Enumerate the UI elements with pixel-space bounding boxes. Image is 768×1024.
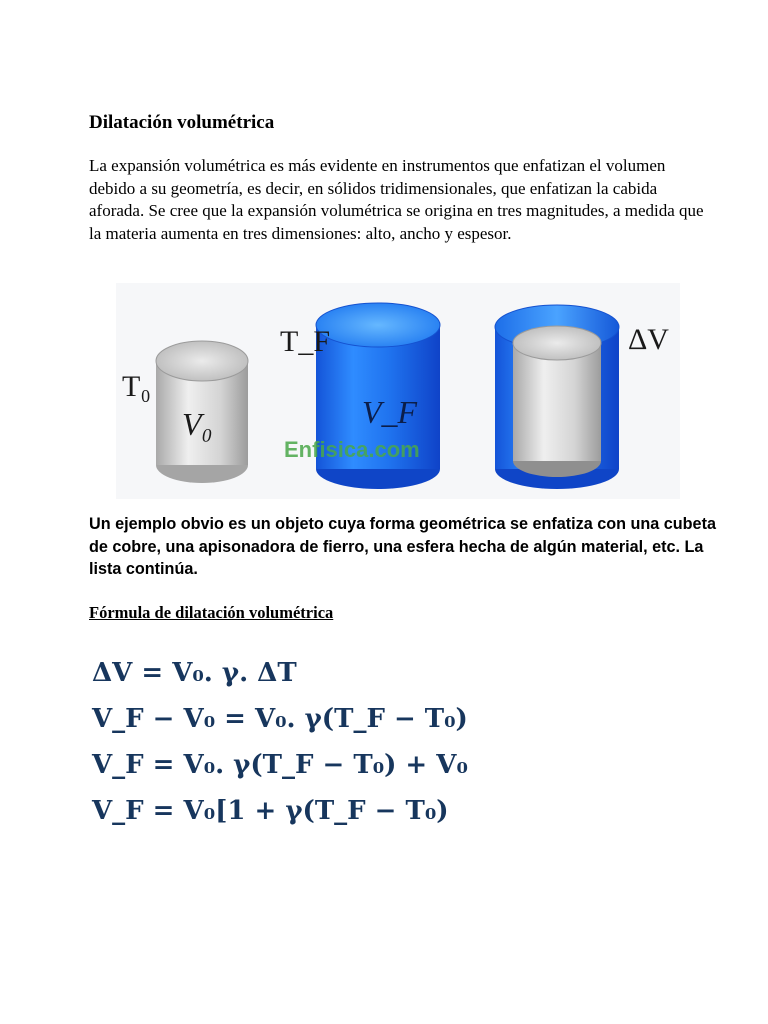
- formula-list: [92, 650, 468, 834]
- formula-volume-difference: V_F − V₀ = V₀. γ(T_F − T₀): [92, 704, 468, 734]
- formula-final-volume-sum: V_F = V₀. γ(T_F − T₀) + V₀: [92, 750, 468, 780]
- formula-final-volume-factored: V_F = V₀[1 + γ(T_F − T₀): [92, 796, 449, 826]
- initial-temp-label: T₀: [122, 370, 151, 403]
- formula-heading: Fórmula de dilatación volumétrica: [89, 603, 334, 622]
- figure-watermark: Enfisica.com: [284, 437, 420, 462]
- initial-volume-label: V₀: [182, 406, 213, 442]
- formula-delta-volume: ΔV = V₀. γ. ΔT: [92, 658, 297, 688]
- delta-volume-cylinder: [495, 305, 619, 489]
- example-paragraph: Un ejemplo obvio es un objeto cuya forma geométrica se enfatiza con una cubeta de cobre, una apisonadora de fierro, una esfera hecha de algún material, etc. La lista continúa.: [89, 515, 716, 578]
- volumetric-expansion-figure: [116, 283, 680, 499]
- delta-volume-label: ΔV: [628, 323, 669, 356]
- final-volume-label: V_F: [362, 394, 418, 430]
- final-temp-label: T_F: [280, 325, 331, 358]
- page-title: Dilatación volumétrica: [89, 112, 275, 133]
- intro-paragraph: La expansión volumétrica es más evidente en instrumentos que enfatizan el volumen debido a su geometría, es decir, en sólidos tridimensionales, que enfatizan la cabida aforada. Se cree que la expansión volumétrica se origina en tres magnitudes, a medida que la materia aumenta en tres dimensiones: alto, ancho y espesor.: [89, 156, 704, 243]
